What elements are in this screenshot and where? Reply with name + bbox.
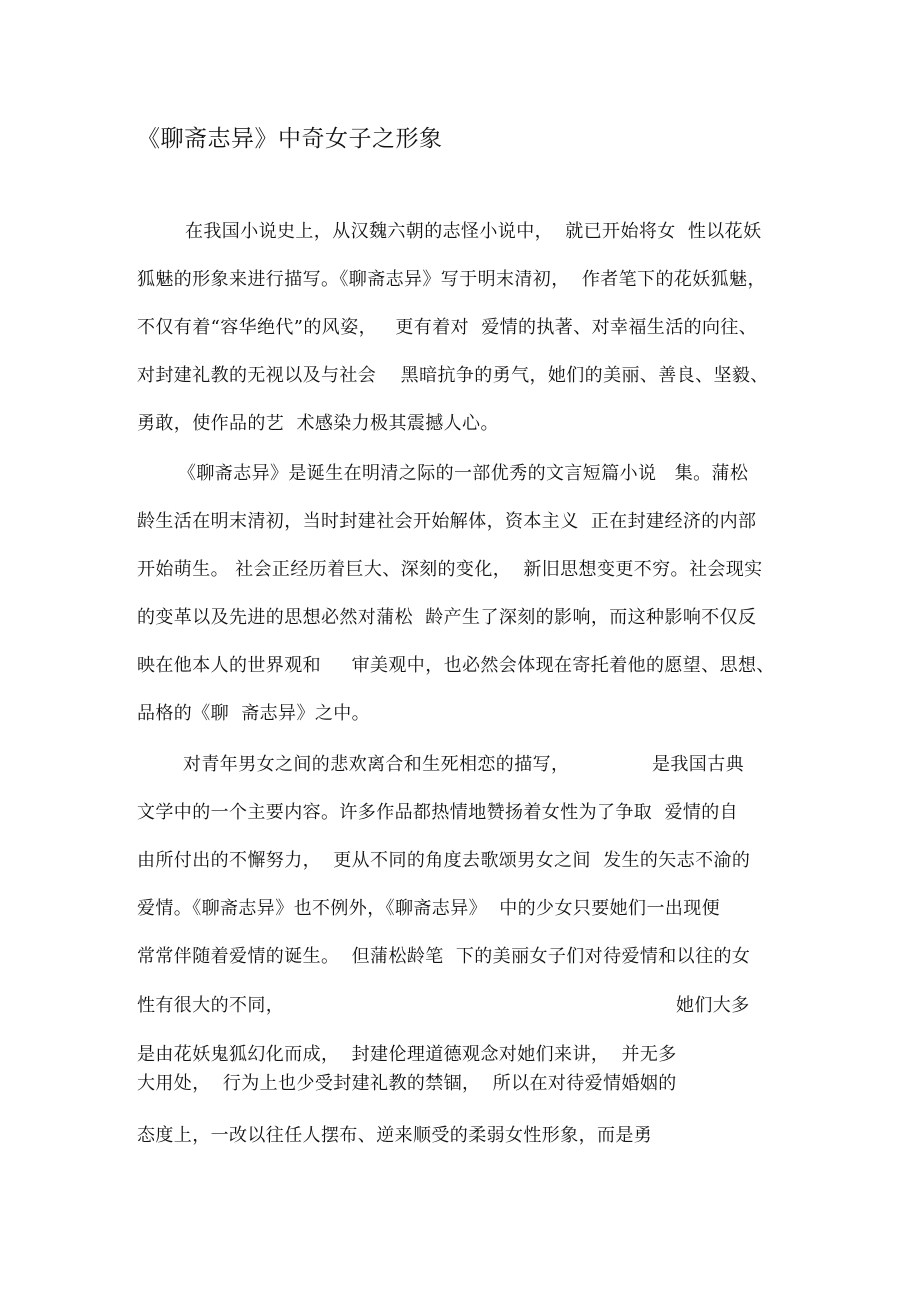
- paragraph-1-line-1: 在我国小说史上，从汉魏六朝的志怪小说中， 就已开始将女 性以花妖: [185, 221, 762, 242]
- paragraph-2-line-6: 品格的《聊 斋志异》之中。: [137, 703, 371, 724]
- paragraph-3-line-1a: 对青年男女之间的悲欢离合和生死相恋的描写，: [183, 754, 570, 775]
- paragraph-3-line-2: 文学中的一个主要内容。许多作品都热情地赞扬着女性为了争取 爱情的自: [137, 802, 739, 823]
- paragraph-3-line-8: 大用处， 行为上也少受封建礼教的禁锢， 所以在对待爱情婚姻的: [137, 1073, 677, 1094]
- paragraph-1-line-2: 狐魅的形象来进行描写。《聊斋志异》写于明末清初， 作者笔下的花妖狐魅，: [137, 269, 766, 290]
- paragraph-3-line-3: 由所付出的不懈努力， 更从不同的角度去歌颂男女之间 发生的矢志不渝的: [137, 850, 751, 871]
- paragraph-1-line-5: 勇敢，使作品的艺 术感染力极其震撼人心。: [137, 413, 499, 434]
- paragraph-3-line-4: 爱情。《聊斋志异》也不例外，《聊斋志异》 中的少女只要她们一出现便: [137, 898, 721, 919]
- paragraph-2-line-5: 映在他本人的世界观和 审美观中，也必然会体现在寄托着他的愿望、思想、: [137, 655, 775, 676]
- paragraph-2-line-2: 龄生活在明末清初，当时封建社会开始解体，资本主义 正在封建经济的内部: [137, 511, 757, 532]
- paragraph-3-line-9: 态度上，一改以往任人摆布、逆来顺受的柔弱女性形象，而是勇: [137, 1125, 653, 1146]
- document-title: 《聊斋志异》中奇女子之形象: [137, 126, 443, 152]
- paragraph-2-line-3: 开始萌生。 社会正经历着巨大、深刻的变化， 新旧思想变更不穷。社会现实: [137, 559, 763, 580]
- paragraph-3-line-6b: 她们大多: [676, 995, 750, 1016]
- paragraph-3-line-7: 是由花妖鬼狐幻化而成， 封建伦理道德观念对她们来讲， 并无多: [137, 1044, 677, 1065]
- paragraph-1-line-3: 不仅有着“容华绝代”的风姿， 更有着对 爱情的执著、对幸福生活的向往、: [137, 317, 758, 338]
- paragraph-3-line-1b: 是我国古典: [652, 754, 744, 775]
- paragraph-2-line-1: 《聊斋志异》是诞生在明清之际的一部优秀的文言短篇小说 集。蒲松: [178, 463, 749, 484]
- paragraph-3-line-5: 常常伴随着爱情的诞生。 但蒲松龄笔 下的美丽女子们对待爱情和以往的女: [137, 946, 751, 967]
- paragraph-2-line-4: 的变革以及先进的思想必然对蒲松 龄产生了深刻的影响，而这种影响不仅反: [137, 607, 757, 628]
- paragraph-1-line-4: 对封建礼教的无视以及与社会 黑暗抗争的勇气，她们的美丽、善良、坚毅、: [137, 365, 769, 386]
- paragraph-3-line-6a: 性有很大的不同，: [137, 995, 285, 1016]
